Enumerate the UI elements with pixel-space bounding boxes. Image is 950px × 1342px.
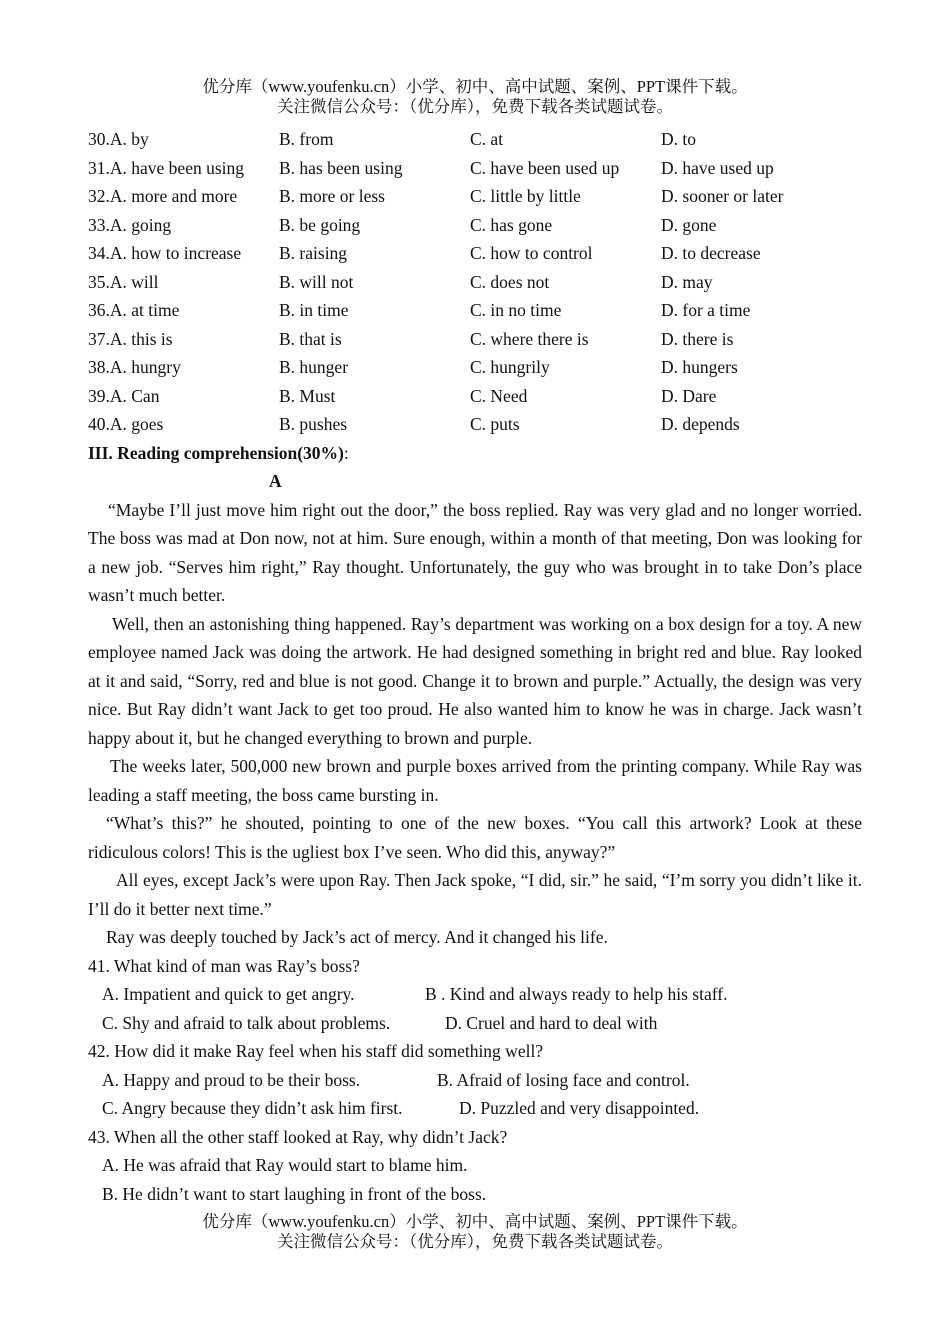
option-row-30 xyxy=(88,125,862,154)
option-row-36 xyxy=(88,296,862,325)
choice-row xyxy=(88,1180,862,1209)
option-b: B. more or less xyxy=(279,186,385,206)
option-row-37 xyxy=(88,325,862,354)
choice-b: B . Kind and always ready to help his staff. xyxy=(425,984,728,1004)
option-c: C. at xyxy=(470,129,504,149)
page-header xyxy=(0,77,950,117)
question-stem: 43. When all the other staff looked at Ray, why didn’t Jack? xyxy=(88,1126,508,1147)
option-d: D. have used up xyxy=(661,157,774,178)
choice-d: D. Cruel and hard to deal with xyxy=(445,1012,658,1033)
choice-a: A. He was afraid that Ray would start to blame him. xyxy=(102,1155,468,1175)
option-d: D. depends xyxy=(661,414,740,434)
footer-line-2: 关注微信公众号：（优分库），免费下载各类试题试卷。 xyxy=(277,1232,673,1251)
passage-paragraph: Ray was deeply touched by Jack’s act of mercy. And it changed his life. xyxy=(106,927,608,947)
choice-b: B. He didn’t want to start laughing in front of the boss. xyxy=(102,1183,487,1204)
option-a: 35.A. will xyxy=(88,271,159,292)
option-a: 36.A. at time xyxy=(88,300,180,320)
option-c: C. little by little xyxy=(470,186,581,206)
passage-letter: A xyxy=(269,471,282,491)
section-title-text: III. Reading comprehension(30%) xyxy=(88,442,344,463)
option-a: 31.A. have been using xyxy=(88,157,245,178)
footer-line-1: 优分库（www.youfenku.cn）小学、初中、高中试题、案例、PPT课件下载。 xyxy=(202,1212,748,1231)
option-b: B. Must xyxy=(279,385,336,406)
choice-row xyxy=(88,980,862,1009)
choice-row xyxy=(88,1066,862,1095)
option-b: B. that is xyxy=(279,328,342,349)
choice-a: A. Happy and proud to be their boss. xyxy=(102,1069,361,1090)
question-41 xyxy=(88,952,862,1038)
option-b: B. pushes xyxy=(279,414,348,434)
option-row-39 xyxy=(88,382,862,411)
option-row-40 xyxy=(88,410,862,439)
option-row-38 xyxy=(88,353,862,382)
section-title xyxy=(88,439,862,468)
passage-paragraph: The weeks later, 500,000 new brown and purple boxes arrived from the printing company. While Ray was leading a staff meeting, the boss came bursting in. xyxy=(88,756,862,805)
choice-a: A. Impatient and quick to get angry. xyxy=(102,984,355,1004)
passage-paragraph: “Maybe I’ll just move him right out the door,” the boss replied. Ray was very glad and no longer worried. The boss was mad at Don now, not at him. Sure enough, within a month of that meeting, Don was looking for a new job. “Serves him right,” Ray thought. Unfortunately, the guy who was brought in to take Don’s place wasn’t much better. xyxy=(88,499,862,605)
option-c: C. where there is xyxy=(470,328,589,349)
reading-passage xyxy=(88,496,862,952)
option-b: B. in time xyxy=(279,300,349,320)
option-c: C. puts xyxy=(470,414,520,434)
choice-c: C. Angry because they didn’t ask him first. xyxy=(102,1098,403,1118)
option-d: D. for a time xyxy=(661,300,751,320)
choice-row xyxy=(88,1094,862,1123)
cloze-options xyxy=(88,125,862,439)
question-42 xyxy=(88,1037,862,1123)
header-line-2: 关注微信公众号：（优分库），免费下载各类试题试卷。 xyxy=(277,97,673,116)
option-d: D. there is xyxy=(661,328,734,349)
question-43 xyxy=(88,1123,862,1209)
option-d: D. gone xyxy=(661,214,717,235)
choice-row xyxy=(88,1151,862,1180)
page-content xyxy=(88,125,862,1208)
option-a: 38.A. hungry xyxy=(88,357,181,377)
option-row-32 xyxy=(88,182,862,211)
option-c: C. does not xyxy=(470,271,550,292)
option-c: C. have been used up xyxy=(470,157,620,178)
choice-b: B. Afraid of losing face and control. xyxy=(437,1069,690,1090)
option-b: B. will not xyxy=(279,271,354,292)
option-a: 39.A. Can xyxy=(88,385,160,406)
option-d: D. to decrease xyxy=(661,243,761,263)
option-d: D. sooner or later xyxy=(661,186,784,206)
option-a: 32.A. more and more xyxy=(88,186,238,206)
option-row-33 xyxy=(88,211,862,240)
option-b: B. hunger xyxy=(279,357,349,377)
option-d: D. to xyxy=(661,129,696,149)
option-b: B. from xyxy=(279,129,334,149)
option-a: 40.A. goes xyxy=(88,414,164,434)
option-b: B. has been using xyxy=(279,157,403,178)
option-d: D. hungers xyxy=(661,357,738,377)
passage-paragraph: “What’s this?” he shouted, pointing to one of the new boxes. “You call this artwork? Look at these ridiculous colors! This is the ugliest box I’ve seen. Who did this, anyway?” xyxy=(88,813,862,862)
option-b: B. raising xyxy=(279,243,348,263)
option-a: 34.A. how to increase xyxy=(88,243,242,263)
page-footer xyxy=(0,1212,950,1252)
option-row-35 xyxy=(88,268,862,297)
option-c: C. how to control xyxy=(470,243,593,263)
option-d: D. may xyxy=(661,271,713,292)
option-row-31 xyxy=(88,154,862,183)
question-stem: 42. How did it make Ray feel when his staff did something well? xyxy=(88,1041,544,1061)
choice-c: C. Shy and afraid to talk about problems. xyxy=(102,1012,391,1033)
choice-d: D. Puzzled and very disappointed. xyxy=(459,1098,700,1118)
option-b: B. be going xyxy=(279,214,361,235)
header-line-1: 优分库（www.youfenku.cn）小学、初中、高中试题、案例、PPT课件下载。 xyxy=(202,77,748,96)
section-title-colon: : xyxy=(343,442,349,463)
passage-paragraph: Well, then an astonishing thing happened. Ray’s department was working on a box design for a toy. A new employee named Jack was doing the artwork. He had designed something in bright red and blue. Ray looked at it and said, “Sorry, red and blue is not good. Change it to brown and purple.” Actually, the design was very nice. But Ray didn’t want Jack to get too proud. He also wanted him to know he was in charge. Jack wasn’t happy about it, but he changed everything to brown and purple. xyxy=(88,613,862,748)
option-c: C. Need xyxy=(470,385,528,406)
option-c: C. hungrily xyxy=(470,357,550,377)
option-row-34 xyxy=(88,239,862,268)
passage-paragraph: All eyes, except Jack’s were upon Ray. Then Jack spoke, “I did, sir.” he said, “I’m sorry you didn’t like it. I’ll do it better next time.” xyxy=(88,870,862,919)
option-c: C. has gone xyxy=(470,214,553,235)
option-c: C. in no time xyxy=(470,300,562,320)
question-stem: 41. What kind of man was Ray’s boss? xyxy=(88,955,360,976)
option-a: 33.A. going xyxy=(88,214,172,235)
choice-row xyxy=(88,1009,862,1038)
option-a: 37.A. this is xyxy=(88,328,173,349)
option-d: D. Dare xyxy=(661,385,717,406)
option-a: 30.A. by xyxy=(88,129,149,149)
